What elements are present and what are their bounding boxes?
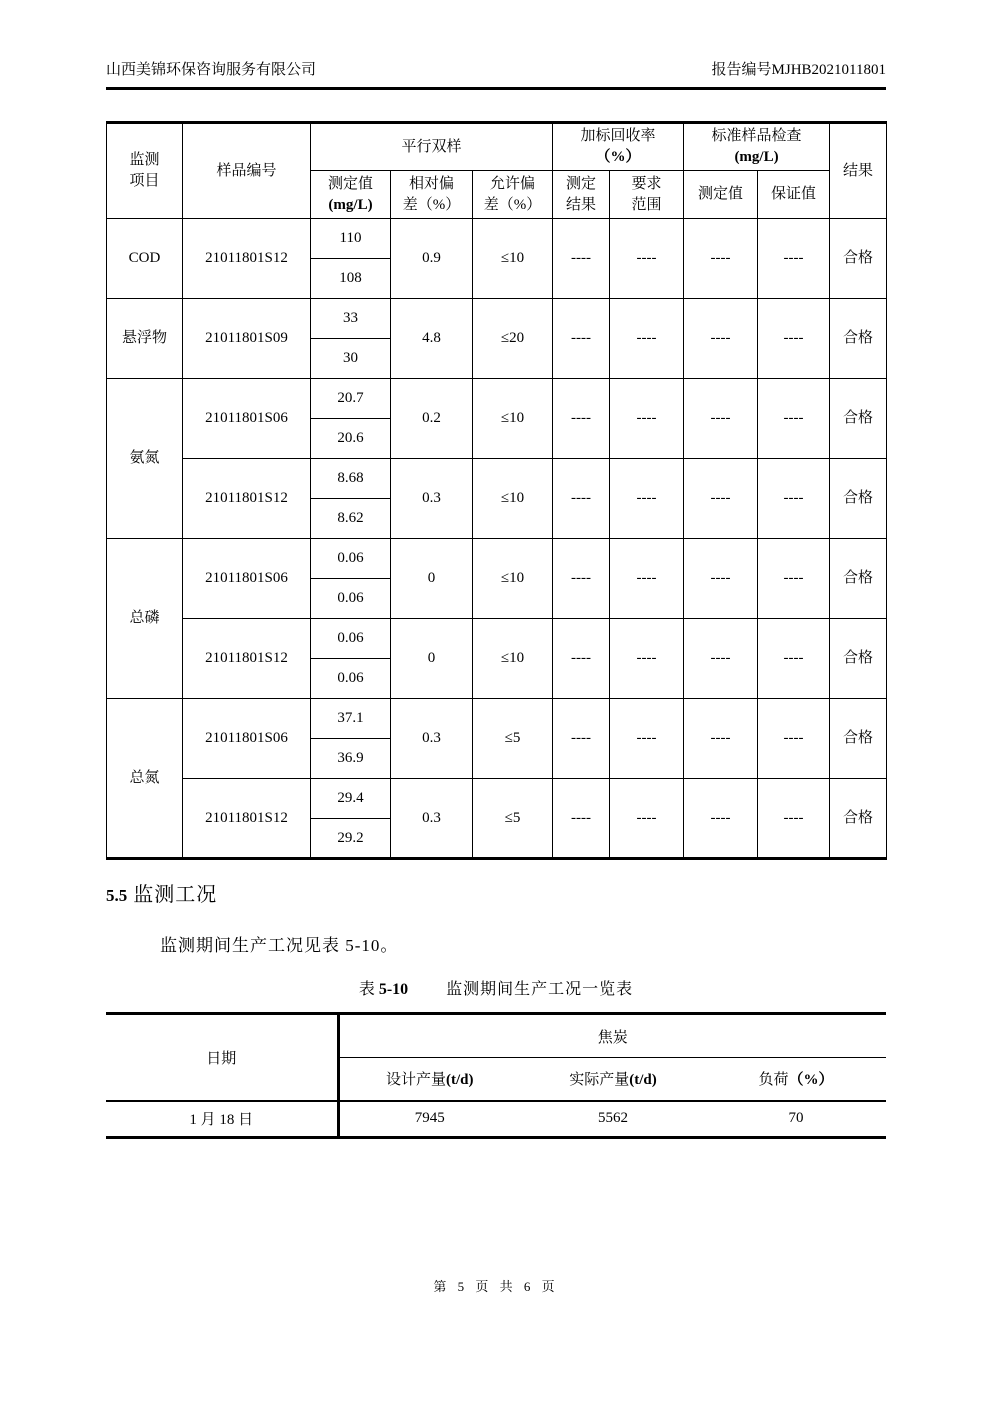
allowed-deviation-cell: ≤10 (473, 459, 553, 539)
caption-label: 表 (358, 981, 379, 998)
measured-value-cell: 37.1 (311, 699, 391, 739)
std-measured-cell: ---- (684, 779, 758, 859)
table-row (107, 299, 887, 339)
result-cell: 合格 (830, 299, 887, 379)
std-certified-cell: ---- (758, 779, 830, 859)
spike-result-cell: ---- (553, 539, 610, 619)
col-header-sample-id: 样品编号 (183, 123, 311, 219)
col-header-item-line1: 监测 (129, 152, 160, 168)
measured-value-cell: 0.06 (311, 579, 391, 619)
result-cell: 合格 (830, 219, 887, 299)
relative-deviation-cell: 0.3 (391, 459, 473, 539)
col-header-spike-range-line1: 要求 (631, 175, 662, 192)
spike-result-cell: ---- (553, 619, 610, 699)
spike-result-cell: ---- (553, 779, 610, 859)
std-measured-cell: ---- (684, 299, 758, 379)
spike-range-cell: ---- (610, 379, 684, 459)
spike-range-cell: ---- (610, 699, 684, 779)
col-header-spike-measured-line2: 结果 (565, 196, 596, 213)
result-cell: 合格 (830, 539, 887, 619)
col-header-std-measured: 测定值 (684, 171, 758, 219)
col-header-reldev-line2: 差（%） (402, 196, 461, 213)
sample-id-cell: 21011801S12 (183, 779, 311, 859)
body-paragraph: 监测期间生产工况见表 5-10。 (160, 936, 399, 955)
col-header-reldev-line1: 相对偏 (408, 175, 454, 192)
measured-value-cell: 29.4 (311, 779, 391, 819)
measured-value-cell: 20.6 (311, 419, 391, 459)
page-footer: 第 5 页 共 6 页 (433, 1279, 559, 1294)
sample-id-cell: 21011801S12 (183, 219, 311, 299)
report-number: 报告编号MJHB2021011801 (711, 62, 886, 78)
measured-value-cell: 8.68 (311, 459, 391, 499)
measured-value-cell: 20.7 (311, 379, 391, 419)
col-header-relative-deviation (391, 171, 473, 219)
allowed-deviation-cell: ≤10 (473, 379, 553, 459)
document-header (106, 0, 886, 79)
table-row (107, 619, 887, 659)
col-header-item (107, 123, 183, 219)
param-cell: 总氮 (107, 699, 183, 859)
col-header-spike-group (553, 123, 684, 171)
measured-value-cell: 30 (311, 339, 391, 379)
relative-deviation-cell: 0.3 (391, 699, 473, 779)
section-heading (106, 878, 886, 907)
qc-results-table (106, 121, 887, 860)
table-row (107, 459, 887, 499)
std-measured-cell: ---- (684, 539, 758, 619)
col-header-measured (311, 171, 391, 219)
result-cell: 合格 (830, 459, 887, 539)
load-cell: 70 (788, 1110, 804, 1127)
relative-deviation-cell: 0.3 (391, 779, 473, 859)
std-measured-cell: ---- (684, 619, 758, 699)
allowed-deviation-cell: ≤10 (473, 539, 553, 619)
spike-range-cell: ---- (610, 299, 684, 379)
relative-deviation-cell: 0.2 (391, 379, 473, 459)
std-certified-cell: ---- (758, 619, 830, 699)
caption-title: 监测期间生产工况一览表 (446, 981, 634, 998)
col-header-allowed-deviation (473, 171, 553, 219)
section-title: 监测工况 (133, 884, 218, 906)
std-certified-cell: ---- (758, 379, 830, 459)
design-output-label: 设计产量 (385, 1072, 446, 1089)
col-header-spike-measured-line1: 测定 (565, 175, 596, 192)
measured-value-cell: 0.06 (311, 619, 391, 659)
std-certified-cell: ---- (758, 539, 830, 619)
sample-id-cell: 21011801S06 (183, 699, 311, 779)
col-header-date: 日期 (106, 1014, 338, 1101)
design-output-cell: 7945 (414, 1110, 445, 1127)
table-row (106, 1101, 886, 1138)
relative-deviation-cell: 0.9 (391, 219, 473, 299)
company-name: 山西美锦环保咨询服务有限公司 (106, 62, 317, 78)
col-header-spike-range-line2: 范围 (631, 196, 662, 213)
col-header-spike-range (610, 171, 684, 219)
sample-id-cell: 21011801S12 (183, 619, 311, 699)
col-header-item-line2: 项目 (129, 173, 160, 189)
col-header-product-group: 焦炭 (338, 1014, 886, 1058)
date-cell: 1 月 18 日 (106, 1101, 338, 1138)
production-table (106, 1012, 886, 1139)
col-header-spike-measured (553, 171, 610, 219)
col-header-std-group (684, 123, 830, 171)
table-row (107, 699, 887, 739)
std-measured-cell: ---- (684, 699, 758, 779)
relative-deviation-cell: 0 (391, 539, 473, 619)
allowed-deviation-cell: ≤20 (473, 299, 553, 379)
param-cell: 氨氮 (107, 379, 183, 539)
std-measured-cell: ---- (684, 219, 758, 299)
spike-range-cell: ---- (610, 779, 684, 859)
result-cell: 合格 (830, 779, 887, 859)
table-caption (106, 976, 886, 999)
spike-result-cell: ---- (553, 219, 610, 299)
col-header-allowdev-line1: 允许偏 (489, 175, 535, 192)
measured-value-cell: 33 (311, 299, 391, 339)
std-measured-cell: ---- (684, 459, 758, 539)
std-certified-cell: ---- (758, 459, 830, 539)
std-certified-cell: ---- (758, 699, 830, 779)
col-header-parallel-group: 平行双样 (311, 123, 553, 171)
col-header-std-certified: 保证值 (758, 171, 830, 219)
measured-value-cell: 36.9 (311, 739, 391, 779)
spike-range-cell: ---- (610, 619, 684, 699)
sample-id-cell: 21011801S12 (183, 459, 311, 539)
col-header-spike-line1: 加标回收率 (580, 128, 656, 144)
allowed-deviation-cell: ≤10 (473, 219, 553, 299)
col-header-measured-line1: 测定值 (327, 175, 373, 192)
table-row (107, 219, 887, 259)
std-certified-cell: ---- (758, 219, 830, 299)
design-output-unit: (t/d) (446, 1072, 474, 1089)
load-label: 负荷 (758, 1072, 789, 1089)
caption-number: 5-10 (378, 981, 409, 998)
result-cell: 合格 (830, 379, 887, 459)
actual-output-label: 实际产量 (569, 1072, 630, 1089)
col-header-actual-output (520, 1058, 706, 1101)
section-number: 5.5 (106, 886, 128, 905)
col-header-std-line2: (mg/L) (734, 149, 779, 165)
measured-value-cell: 0.06 (311, 659, 391, 699)
relative-deviation-cell: 0 (391, 619, 473, 699)
spike-result-cell: ---- (553, 379, 610, 459)
spike-range-cell: ---- (610, 459, 684, 539)
allowed-deviation-cell: ≤10 (473, 619, 553, 699)
allowed-deviation-cell: ≤5 (473, 779, 553, 859)
param-cell: COD (107, 219, 183, 299)
col-header-design-output (338, 1058, 520, 1101)
col-header-std-line1: 标准样品检查 (711, 128, 802, 144)
spike-result-cell: ---- (553, 699, 610, 779)
actual-output-unit: (t/d) (629, 1072, 657, 1089)
spike-result-cell: ---- (553, 459, 610, 539)
col-header-allowdev-line2: 差（%） (483, 196, 542, 213)
table-row (107, 779, 887, 819)
measured-value-cell: 110 (311, 219, 391, 259)
std-measured-cell: ---- (684, 379, 758, 459)
measured-value-cell: 8.62 (311, 499, 391, 539)
spike-range-cell: ---- (610, 219, 684, 299)
param-cell: 悬浮物 (107, 299, 183, 379)
spike-range-cell: ---- (610, 539, 684, 619)
col-header-measured-line2: (mg/L) (328, 196, 373, 213)
table-row (107, 539, 887, 579)
measured-value-cell: 29.2 (311, 819, 391, 859)
sample-id-cell: 21011801S06 (183, 539, 311, 619)
col-header-result: 结果 (830, 123, 887, 219)
sample-id-cell: 21011801S06 (183, 379, 311, 459)
relative-deviation-cell: 4.8 (391, 299, 473, 379)
measured-value-cell: 0.06 (311, 539, 391, 579)
result-cell: 合格 (830, 699, 887, 779)
allowed-deviation-cell: ≤5 (473, 699, 553, 779)
load-unit: （%） (788, 1072, 834, 1089)
std-certified-cell: ---- (758, 299, 830, 379)
page-content (106, 0, 886, 1139)
spike-result-cell: ---- (553, 299, 610, 379)
header-rule (106, 87, 886, 90)
param-cell: 总磷 (107, 539, 183, 699)
col-header-load (706, 1058, 886, 1101)
col-header-spike-line2: （%） (595, 149, 641, 165)
table-row (107, 379, 887, 419)
measured-value-cell: 108 (311, 259, 391, 299)
actual-output-cell: 5562 (598, 1110, 628, 1127)
result-cell: 合格 (830, 619, 887, 699)
sample-id-cell: 21011801S09 (183, 299, 311, 379)
table-row (106, 1014, 886, 1058)
